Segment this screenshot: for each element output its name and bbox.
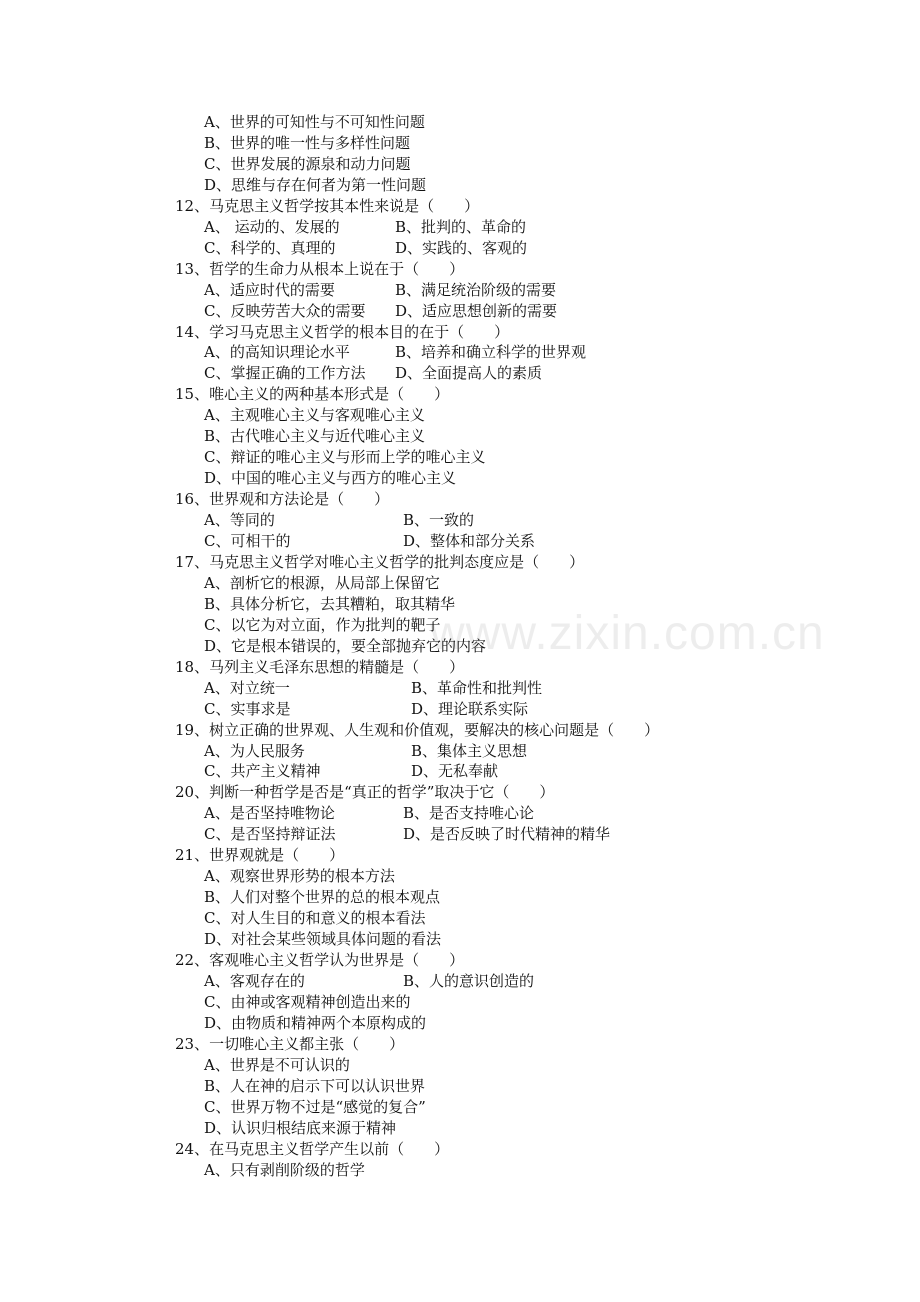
- option-row: [204, 1160, 365, 1181]
- option-text: D、理论联系实际: [411, 699, 529, 718]
- option-text: B、革命性和批判性: [411, 678, 543, 697]
- option-text: C、是否坚持辩证法: [204, 825, 336, 844]
- option-row: [204, 971, 535, 992]
- question-text: 13、哲学的生命力从根本上说在于（ ）: [175, 259, 465, 278]
- question-text: 21、世界观就是（ ）: [175, 846, 345, 865]
- option-row: [204, 992, 410, 1013]
- option-text: B、培养和确立科学的世界观: [395, 343, 587, 362]
- option-text: B、具体分析它，去其糟粕，取其精华: [204, 594, 456, 613]
- option-text: D、适应思想创新的需要: [395, 301, 558, 320]
- option-row: [204, 238, 528, 259]
- option-text: A、剖析它的根源，从局部上保留它: [204, 573, 440, 592]
- question-stem: [175, 657, 464, 678]
- question-text: 20、判断一种哲学是否是“真正的哲学”取决于它（ ）: [175, 783, 555, 802]
- question-text: 19、树立正确的世界观、人生观和价值观，要解决的核心问题是（ ）: [175, 720, 660, 739]
- option-text: D、是否反映了时代精神的精华: [403, 825, 611, 844]
- option-row: [204, 761, 499, 782]
- question-text: 24、在马克思主义哲学产生以前（ ）: [175, 1139, 450, 1158]
- option-text: B、人们对整个世界的总的根本观点: [204, 888, 441, 907]
- option-row: [204, 280, 557, 301]
- option-text: D、由物质和精神两个本原构成的: [204, 1013, 427, 1032]
- question-stem: [175, 1034, 404, 1055]
- option-row: [204, 217, 527, 238]
- question-text: 15、唯心主义的两种基本形式是（ ）: [175, 385, 450, 404]
- option-text: C、可相干的: [204, 532, 291, 550]
- option-text: B、一致的: [403, 511, 475, 530]
- option-row: [204, 699, 529, 720]
- question-stem: [175, 1139, 449, 1160]
- question-text: 23、一切唯心主义都主张（ ）: [175, 1034, 405, 1053]
- option-text: A、为人民服务: [204, 741, 305, 760]
- option-row: [204, 824, 611, 845]
- option-text: C、对人生目的和意义的根本看法: [204, 909, 426, 928]
- option-text: A、主观唯心主义与客观唯心主义: [204, 406, 425, 425]
- option-row: [204, 1076, 425, 1097]
- option-row: [204, 510, 475, 531]
- option-text: C、辩证的唯心主义与形而上学的唯心主义: [204, 448, 486, 467]
- question-stem: [175, 720, 659, 741]
- option-text: A、对立统一: [204, 678, 290, 697]
- option-text: A、等同的: [204, 511, 275, 530]
- question-text: 18、马列主义毛泽东思想的精髓是（ ）: [175, 657, 465, 676]
- option-row: [204, 866, 395, 887]
- option-row: [204, 1013, 426, 1034]
- option-text: C、以它为对立面，作为批判的靶子: [204, 615, 441, 634]
- option-text: A、世界的可知性与不可知性问题: [204, 113, 425, 131]
- option-row: [204, 426, 425, 447]
- option-text: D、思维与存在何者为第一性问题: [204, 175, 427, 194]
- option-row: [204, 531, 536, 552]
- option-text: C、共产主义精神: [204, 762, 321, 781]
- question-stem: [175, 384, 449, 405]
- question-text: 12、马克思主义哲学按其本性来说是（ ）: [175, 196, 480, 215]
- option-text: B、人在神的启示下可以认识世界: [204, 1076, 426, 1095]
- option-row: [204, 636, 486, 657]
- option-text: A、 运动的、发展的: [204, 217, 340, 236]
- question-stem: [175, 196, 479, 217]
- option-text: D、全面提高人的素质: [395, 364, 543, 383]
- option-row: [204, 615, 440, 636]
- question-stem: [175, 950, 464, 971]
- option-text: D、认识归根结底来源于精神: [204, 1118, 397, 1137]
- option-row: [204, 405, 425, 426]
- option-text: B、世界的唯一性与多样性问题: [204, 133, 411, 152]
- option-text: A、适应时代的需要: [204, 280, 335, 299]
- option-row: [204, 573, 440, 594]
- option-row: [204, 154, 410, 175]
- option-row: [204, 1055, 350, 1076]
- option-text: A、世界是不可认识的: [204, 1055, 350, 1074]
- option-text: C、世界万物不过是“感觉的复合”: [204, 1097, 426, 1116]
- option-text: C、由神或客观精神创造出来的: [204, 992, 411, 1011]
- option-text: D、整体和部分关系: [403, 532, 536, 550]
- option-row: [204, 1118, 396, 1139]
- option-row: [204, 363, 543, 384]
- option-text: D、对社会某些领域具体问题的看法: [204, 930, 442, 949]
- option-text: C、反映劳苦大众的需要: [204, 301, 366, 320]
- option-row: [204, 133, 410, 154]
- option-text: A、的高知识理论水平: [204, 343, 350, 362]
- question-text: 17、马克思主义哲学对唯心主义哲学的批判态度应是（ ）: [175, 552, 585, 571]
- option-text: D、无私奉献: [411, 762, 499, 781]
- question-stem: [175, 845, 344, 866]
- option-row: [204, 887, 440, 908]
- option-row: [204, 112, 425, 133]
- option-row: [204, 594, 455, 615]
- option-text: B、是否支持唯心论: [403, 804, 535, 823]
- option-text: B、满足统治阶级的需要: [395, 280, 557, 299]
- option-text: A、只有剥削阶级的哲学: [204, 1160, 365, 1179]
- option-text: C、科学的、真理的: [204, 238, 336, 257]
- option-text: C、掌握正确的工作方法: [204, 364, 366, 383]
- question-stem: [175, 782, 554, 803]
- question-text: 22、客观唯心主义哲学认为世界是（ ）: [175, 951, 465, 969]
- question-stem: [175, 552, 584, 573]
- question-text: 16、世界观和方法论是（ ）: [175, 490, 390, 509]
- option-row: [204, 929, 441, 950]
- option-text: B、古代唯心主义与近代唯心主义: [204, 427, 426, 446]
- option-row: [204, 342, 587, 363]
- question-text: 14、学习马克思主义哲学的根本目的在于（ ）: [175, 322, 510, 341]
- option-text: C、实事求是: [204, 699, 291, 718]
- option-row: [204, 1097, 426, 1118]
- option-text: B、批判的、革命的: [395, 217, 527, 236]
- question-stem: [175, 322, 509, 343]
- option-text: A、观察世界形势的根本方法: [204, 867, 395, 886]
- option-row: [204, 678, 543, 699]
- option-text: A、是否坚持唯物论: [204, 804, 335, 823]
- option-row: [204, 741, 528, 762]
- option-row: [204, 803, 535, 824]
- option-text: C、世界发展的源泉和动力问题: [204, 154, 411, 173]
- option-text: D、中国的唯心主义与西方的唯心主义: [204, 469, 457, 488]
- option-row: [204, 908, 425, 929]
- option-row: [204, 468, 456, 489]
- option-row: [204, 447, 485, 468]
- option-text: D、它是根本错误的，要全部抛弃它的内容: [204, 636, 487, 655]
- option-text: B、集体主义思想: [411, 741, 528, 760]
- watermark: www.zixin.com.cn: [430, 607, 825, 660]
- question-stem: [175, 489, 389, 510]
- option-row: [204, 175, 426, 196]
- option-text: A、客观存在的: [204, 971, 305, 990]
- option-text: D、实践的、客观的: [395, 238, 528, 257]
- option-text: B、人的意识创造的: [403, 971, 535, 990]
- question-stem: [175, 259, 464, 280]
- option-row: [204, 301, 558, 322]
